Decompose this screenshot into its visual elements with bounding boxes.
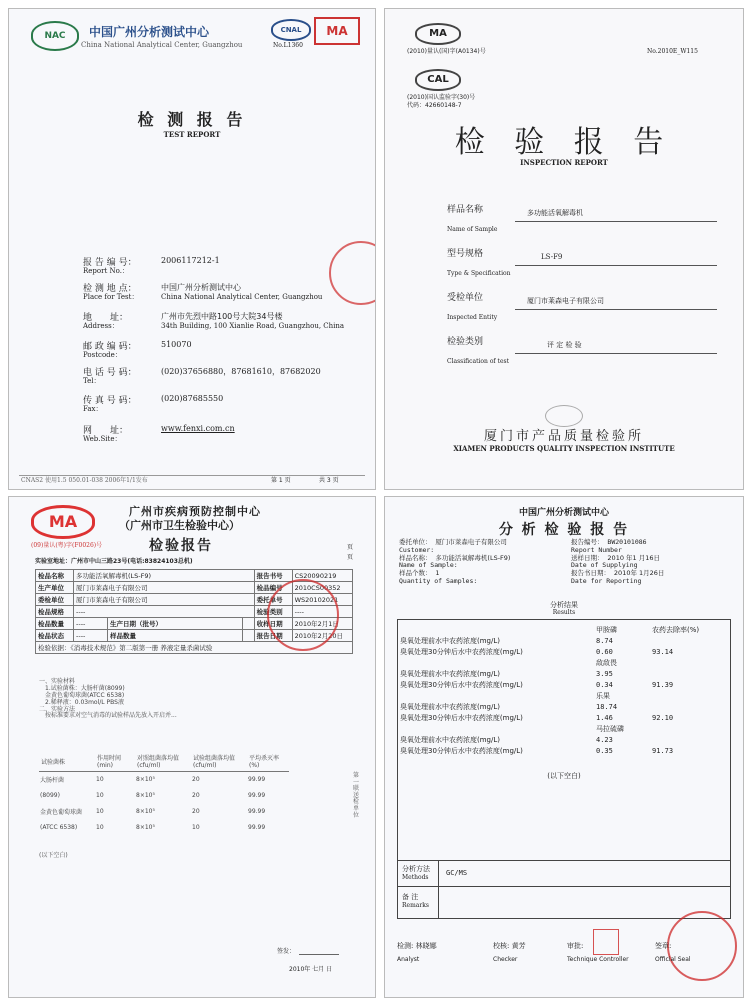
table-row: 生产单位 厦门市莱森电子有限公司 检品编号 2010CS00352 xyxy=(36,582,353,594)
page-number: 第 1 页 xyxy=(271,477,291,484)
table-row: 检品数量 ---- 生产日期（批号） 收样日期 2010年2月1日 xyxy=(36,618,353,630)
table-row: 臭氧处理前水中农药浓度(mg/L) 3.95 xyxy=(400,669,613,678)
test-report-page xyxy=(8,8,376,490)
cal-code-2: 代码：42660148-7 xyxy=(407,102,462,109)
seal-sign: 签章: Official Seal xyxy=(655,942,691,963)
results-title: 分析结果 xyxy=(550,601,578,609)
footer-rule xyxy=(19,475,365,476)
institute-name-en: XIAMEN PRODUCTS QUALITY INSPECTION INSTITUTE xyxy=(453,444,675,453)
results-box xyxy=(397,619,731,861)
institute-emblem xyxy=(545,405,583,427)
group-header: 甲胺磷 农药去除率(%) xyxy=(596,625,700,634)
lab-address: 实验室地址：广州市中山三路23号(电话:83824103总机) xyxy=(35,558,193,565)
table-header: 试验菌株 作用时间(min) 对照组菌落均值(cfu/ml) 试验组菌落均值(cfu/ml) 平均杀灭率(%) xyxy=(39,751,289,772)
field-row: 样品名称 Name of Sample 多功能活氧解毒机 xyxy=(447,205,717,249)
table-row: 检验依据：《消毒技术规范》第二版第一册 养液定量杀菌试验 xyxy=(36,642,353,654)
ma-code: (09)量认(粤)字(F0026)号 xyxy=(31,542,103,549)
cnal-number: No.L1360 xyxy=(273,42,303,49)
report-title: 检验报告 xyxy=(149,538,213,554)
issue-date: 2010年 七月 日 xyxy=(289,966,333,973)
field-row: 受检单位 Inspected Entity 厦门市莱森电子有限公司 xyxy=(447,293,717,337)
cdc-report-page xyxy=(8,496,376,998)
table-row: 检品规格 ---- 检验类别 ---- xyxy=(36,606,353,618)
institute-name-cn: 厦门市产品质量检验所 xyxy=(483,429,644,444)
footer-note: CNAS2 使用1.5 050.01-038 2006年1/1发布 xyxy=(21,477,148,484)
field-row: 检验类别 Classification of test 评 定 检 验 xyxy=(447,337,717,381)
org-name-cn: 中国广州分析测试中心 xyxy=(89,25,210,39)
ma-logo: MA xyxy=(31,505,95,539)
group-header: 马拉硫磷 xyxy=(596,724,624,733)
org-name-en: China National Analytical Center, Guangzhou xyxy=(81,41,243,49)
end-mark: (以下空白) xyxy=(39,852,68,859)
report-title: 分 析 检 验 报 告 xyxy=(498,522,630,538)
table-row: 金黄色葡萄球菌 10 8×10⁵ 20 99.99 xyxy=(40,808,266,816)
methods-box: 分析方法 Methods GC/MS xyxy=(397,861,731,887)
method-notes: 一、实验材料 1.试验菌株：大肠杆菌(8099) 金黄色葡萄球菌(ATCC 6538) 2.稀释液：0.03mol/L PBS液 二、实验方法 按标准要求对空气消毒的试验样品先放入开启并... xyxy=(39,678,177,720)
side-label: 第一联 送检单位 xyxy=(353,772,360,819)
red-seal xyxy=(267,579,339,651)
controller-sign: 审批: Technique Controller xyxy=(567,942,629,963)
org-name-alt: （广州市卫生检验中心） xyxy=(119,519,240,532)
ma-code: (2010)量认(国)字(A0134)号 xyxy=(407,48,486,55)
table-row: 检品名称 多功能活氧解毒机(LS-F9) 报告书号 CS20090219 xyxy=(36,570,353,582)
results-table xyxy=(398,624,730,756)
report-fields xyxy=(83,255,368,449)
field-row: 型号规格 Type & Specification LS-F9 xyxy=(447,249,717,293)
page-total: 共 3 页 xyxy=(319,477,339,484)
table-row: (ATCC 6538) 10 8×10⁵ 10 99.99 xyxy=(40,824,266,831)
ma-logo: MA xyxy=(415,23,461,45)
ma-logo: MA xyxy=(314,17,360,45)
analysis-report-page xyxy=(384,496,744,998)
customer-fields: 委托单位： 厦门市莱森电子有限公司 Customer: 样品名称： 多功能活氧解毒机(LS-F9) Name of Sample: 样品个数： 1 Quantity of Samples: xyxy=(399,538,511,585)
org-name: 中国广州分析测试中心 xyxy=(518,508,609,518)
nac-logo: NAC xyxy=(31,21,79,51)
table-row: 臭氧处理30分钟后水中农药浓度(mg/L) 0.60 93.14 xyxy=(400,647,674,656)
group-header: 敌敌畏 xyxy=(596,658,617,667)
table-row: 臭氧处理30分钟后水中农药浓度(mg/L) 0.35 91.73 xyxy=(400,746,674,755)
field-row: 邮 政 编 码： Postcode： 510070 xyxy=(83,340,192,359)
inspection-report-page xyxy=(384,8,744,490)
table-row: 检品状态 ---- 样品数量 报告日期 2010年2月20日 xyxy=(36,630,353,642)
field-row: 检 测 地 点： Place for Test： 中国广州分析测试中心 China National Analytical Center, Guangzhou xyxy=(83,283,323,301)
report-subtitle: TEST REPORT xyxy=(163,130,221,139)
analyst-sign: 检测: 林晓娜 Analyst xyxy=(397,942,437,963)
page-indicator-total: 页 xyxy=(347,554,354,561)
cal-code: (2010)国认监验字(30)号 xyxy=(407,94,476,101)
report-no: No.2010E_W115 xyxy=(647,48,698,55)
cal-logo: CAL xyxy=(415,69,461,91)
report-title: 检 验 报 告 xyxy=(454,125,674,160)
group-header: 乐果 xyxy=(596,691,610,700)
field-row: 网 址： Web.Site： www.fenxi.com.cn xyxy=(83,424,235,443)
table-row: 委检单位 厦门市莱森电子有限公司 委托单号 WS20102021 xyxy=(36,594,353,606)
results-title-en: Results xyxy=(552,609,576,616)
table-row: 臭氧处理前水中农药浓度(mg/L) 4.23 xyxy=(400,735,613,744)
table-row: 臭氧处理30分钟后水中农药浓度(mg/L) 0.34 91.39 xyxy=(400,680,674,689)
report-meta-fields: 报告编号： BW20101086 Report Number 送样日期： 2010 年1 月16日 Date of Supplying 报告书日期： 2010年 1月26日 Date for Reporting xyxy=(571,538,665,585)
report-subtitle: INSPECTION REPORT xyxy=(520,158,608,167)
page-indicator: 页 xyxy=(347,544,354,551)
table-row: 臭氧处理30分钟后水中农药浓度(mg/L) 1.46 92.10 xyxy=(400,713,674,722)
field-row: 电 话 号 码： Tel： (020)37656880，87681610，87682020 xyxy=(83,367,321,385)
table-row: (8099) 10 8×10⁵ 20 99.99 xyxy=(40,792,266,799)
table-row: 臭氧处理前水中农药浓度(mg/L) 8.74 xyxy=(400,636,613,645)
report-title: 检 测 报 告 xyxy=(137,110,247,129)
blank-mark: (以下空白) xyxy=(547,772,581,780)
field-row: 传 真 号 码： Fax： (020)87685550 xyxy=(83,394,224,413)
signer-label: 签发： xyxy=(277,948,296,955)
checker-sign: 校核: 黄芳 Checker xyxy=(493,942,526,963)
table-row: 臭氧处理前水中农药浓度(mg/L) 18.74 xyxy=(400,702,618,711)
signature xyxy=(299,945,339,955)
remarks-box: 备 注 Remarks xyxy=(397,887,731,919)
cnal-logo: CNAL xyxy=(271,19,311,41)
website-link[interactable]: www.fenxi.com.cn xyxy=(161,424,235,433)
field-row: 报 告 编 号： Report No.： 2006117212-1 xyxy=(83,256,220,275)
results-table xyxy=(39,751,289,836)
table-row: 大肠杆菌 10 8×10⁵ 20 99.99 xyxy=(40,776,266,785)
field-row: 地 址： Address： 广州市先烈中路100号大院34号楼 34th Building, 100 Xianlie Road, Guangzhou, China xyxy=(83,312,345,330)
report-fields xyxy=(447,205,717,381)
org-name: 广州市疾病预防控制中心 xyxy=(129,505,261,518)
